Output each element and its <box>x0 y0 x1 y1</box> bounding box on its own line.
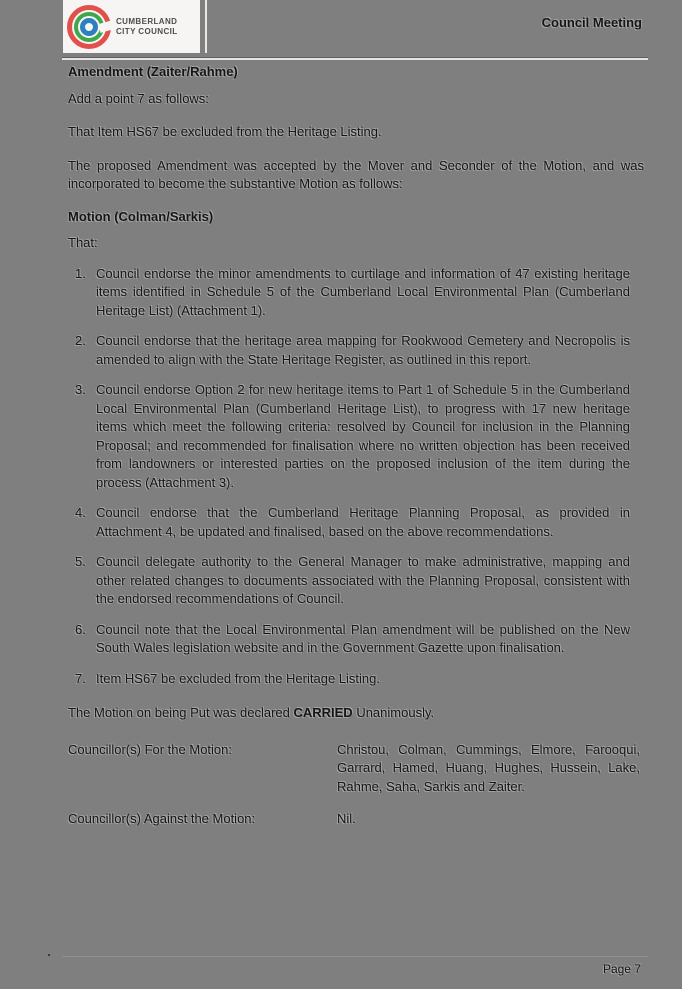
council-logo <box>63 0 200 53</box>
amendment-para-3: The proposed Amendment was accepted by the Mover and Seconder of the Motion, and was incorporated to become the substantive Motion as follows: <box>68 157 644 191</box>
logo-inner-ring <box>80 18 98 36</box>
item-number: 3. <box>75 382 86 397</box>
result-carried: CARRIED <box>293 705 353 720</box>
list-item <box>68 670 646 689</box>
item-number: 1. <box>75 265 86 281</box>
item-text: Council endorse Option 2 for new heritage items to Part 1 of Schedule 5 in the Cumberland Local Environmental Plan (Cumberland Heritage List), to progress with 17 new heritage items which meet the following criteria: resolved by Council for inclusion in the Planning Proposal; and recommended for finalisation where no written objection has been received from landowners or interested parties on the proposed inclusion of the item during the process (Attachment 3). <box>96 382 630 490</box>
amendment-para-2: That Item HS67 be excluded from the Heritage Listing. <box>68 124 382 139</box>
list-item <box>68 381 646 492</box>
item-number: 5. <box>75 554 86 569</box>
document-body <box>68 63 646 843</box>
motion-heading: Motion (Colman/Sarkis) <box>68 208 214 224</box>
result-suffix: Unanimously. <box>352 705 435 720</box>
item-text: Council note that the Local Environmental Plan amendment will be published on the New South Wales legislation website and in the Government Gazette upon finalisation. <box>96 621 630 655</box>
item-text: Council endorse that the heritage area mapping for Rookwood Cemetery and Necropolis is amended to align with the State Heritage Register, as outlined in this report. <box>96 333 630 367</box>
list-item <box>68 553 646 609</box>
footer-mark <box>48 954 50 956</box>
vote-for-row <box>68 741 646 797</box>
list-item <box>68 265 646 321</box>
meeting-title: Council Meeting <box>541 15 642 30</box>
logo-text-line2: CITY COUNCIL <box>116 26 178 36</box>
item-text: Council delegate authority to the General Manager to make administrative, mapping and other related changes to documents associated with the Planning Proposal, consistent with the endorsed recommendations of Council. <box>96 554 630 606</box>
item-number: 7. <box>75 670 86 686</box>
item-number: 6. <box>75 621 86 637</box>
council-logo-icon <box>67 5 111 49</box>
item-number: 2. <box>75 333 86 348</box>
page-number: Page 7 <box>602 962 641 976</box>
list-item <box>68 504 646 541</box>
vote-against-row <box>68 810 646 829</box>
vote-for-label: Councillor(s) For the Motion: <box>68 741 232 757</box>
motion-lead: That: <box>68 235 98 250</box>
footer-rule <box>62 956 648 957</box>
amendment-para-1: Add a point 7 as follows: <box>68 90 209 106</box>
item-text: Council endorse that the Cumberland Heritage Planning Proposal, as provided in Attachment 4, be updated and finalised, based on the above recommendations. <box>96 505 630 539</box>
header-rule <box>62 57 648 60</box>
motion-result <box>68 704 646 723</box>
list-item <box>68 332 646 369</box>
header-divider <box>205 0 207 53</box>
item-text: Council endorse the minor amendments to curtilage and information of 47 existing heritage items identified in Schedule 5 of the Cumberland Local Environmental Plan (Cumberland Heritage List) (Attachment 1). <box>96 265 630 318</box>
item-text: Item HS67 be excluded from the Heritage Listing. <box>96 670 380 686</box>
vote-against-label: Councillor(s) Against the Motion: <box>68 811 256 826</box>
list-item <box>68 621 646 658</box>
vote-against-value: Nil. <box>337 811 356 826</box>
council-logo-text <box>116 17 178 37</box>
motion-item-list <box>68 265 646 689</box>
vote-for-names: Christou, Colman, Cummings, Elmore, Farooqui, Garrard, Hamed, Huang, Hughes, Hussein, Lake, Rahme, Saha, Sarkis and Zaiter. <box>337 741 640 794</box>
logo-text-line1: CUMBERLAND <box>116 16 178 26</box>
amendment-heading: Amendment (Zaiter/Rahme) <box>68 64 238 79</box>
item-number: 4. <box>75 505 86 520</box>
result-prefix: The Motion on being Put was declared <box>68 705 294 720</box>
